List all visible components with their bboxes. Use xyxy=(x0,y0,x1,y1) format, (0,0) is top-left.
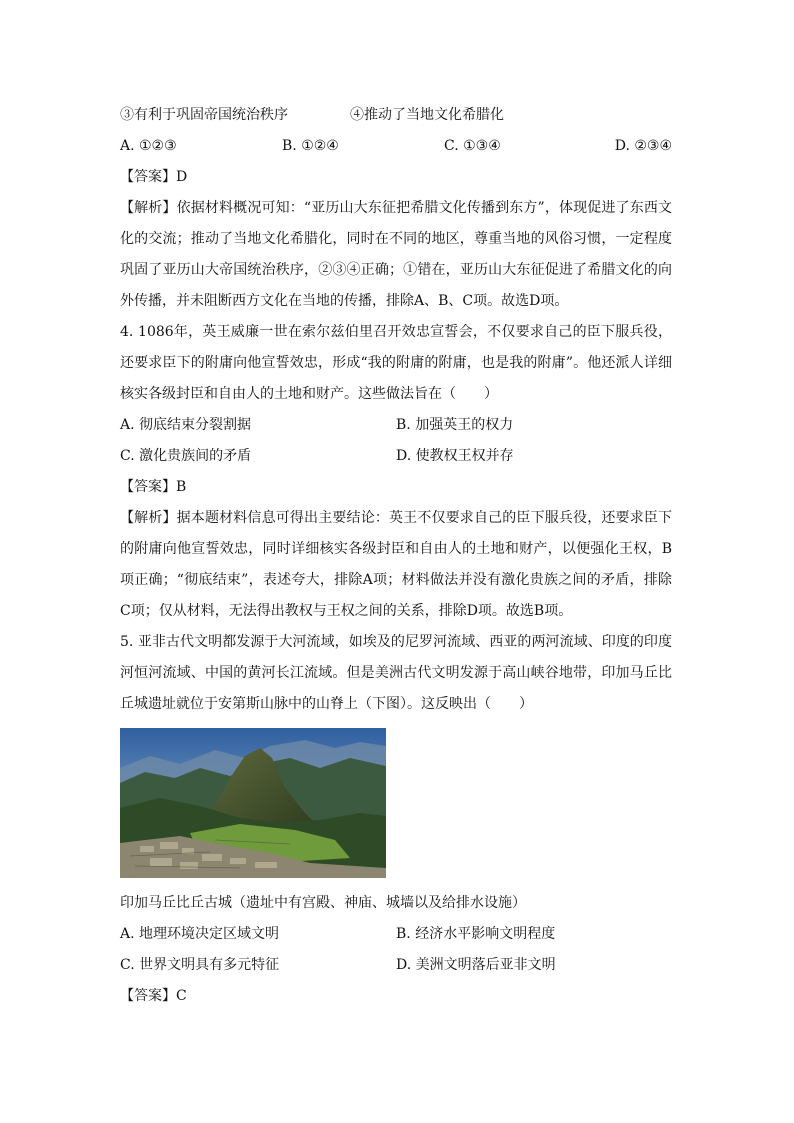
q5-answer xyxy=(120,981,672,1012)
analysis-text: 依据材料概况可知：“亚历山大东征把希腊文化传播到东方”，体现促进了东西文化的交流；推动了当地文化希腊化，同时在不同的地区，尊重当地的风俗习惯，一定程度巩固了亚历山大帝国统治秩序，②③④正确；①错在，亚历山大东征促进了希腊文化的向外传播，并未阻断西方文化在当地的传播，排除A、B、C项。故选D项。 xyxy=(120,200,673,309)
q4-option-b: B. 加强英王的权力 xyxy=(396,417,514,433)
answer-value: C xyxy=(176,988,187,1004)
q3-options xyxy=(120,131,672,162)
analysis-text: 据本题材料信息可得出主要结论：英王不仅要求自己的臣下服兵役，还要求臣下的附庸向他宣誓效忠，同时详细核实各级封臣和自由人的土地和财产，以便强化王权，B项正确；“彻底结束”，表述夸大，排除A项；材料做法并没有激化贵族之间的矛盾，排除C项；仅从材料，无法得出教权与王权之间的关系，排除D项。故选B项。 xyxy=(120,510,673,619)
q3-statements xyxy=(120,100,672,131)
q4-option-d: D. 使教权王权并存 xyxy=(396,448,514,464)
q4-options-row-1 xyxy=(120,410,672,441)
q3-option-c: C. ①③④ xyxy=(444,138,501,154)
q4-option-a: A. 彻底结束分裂割据 xyxy=(120,417,252,433)
q3-option-d: D. ②③④ xyxy=(614,138,672,154)
q3-analysis xyxy=(120,193,672,317)
q4-option-c: C. 激化贵族间的矛盾 xyxy=(120,448,252,464)
analysis-tag: 【解析】 xyxy=(120,200,177,216)
q3-statement-4: ④推动了当地文化希腊化 xyxy=(350,107,504,123)
q3-option-a: A. ①②③ xyxy=(120,138,177,154)
answer-value: D xyxy=(176,169,188,185)
q4-analysis xyxy=(120,503,672,627)
q5-options-row-2 xyxy=(120,950,672,981)
q5-stem: 5. 亚非古代文明都发源于大河流域，如埃及的尼罗河流域、西亚的两河流域、印度的印度河恒河流域、中国的黄河长江流域。但是美洲古代文明发源于高山峡谷地带，印加马丘比丘城遗址就位于安第斯山脉中的山脊上（下图）。这反映出（ ） xyxy=(120,634,672,712)
photo-caption: 印加马丘比丘古城（遗址中有宫殿、神庙、城墙以及给排水设施） xyxy=(120,895,526,911)
answer-value: B xyxy=(176,479,187,495)
q5-option-b: B. 经济水平影响文明程度 xyxy=(396,926,556,942)
q5-option-c: C. 世界文明具有多元特征 xyxy=(120,957,280,973)
q4-answer xyxy=(120,472,672,503)
page-content xyxy=(120,100,672,1012)
q4-stem: 4. 1086年，英王威廉一世在索尔兹伯里召开效忠宣誓会，不仅要求自己的臣下服兵役，还要求臣下的附庸向他宣誓效忠，形成“我的附庸的附庸，也是我的附庸”。他还派人详细核实各级封臣和自由人的土地和财产。这些做法旨在（ ） xyxy=(120,324,672,402)
answer-tag: 【答案】 xyxy=(120,169,176,185)
answer-tag: 【答案】 xyxy=(120,479,176,495)
q5-options-row-1 xyxy=(120,919,672,950)
answer-tag: 【答案】 xyxy=(120,988,176,1004)
analysis-tag: 【解析】 xyxy=(120,510,177,526)
q5-option-a: A. 地理环境决定区域文明 xyxy=(120,926,280,942)
q4-options-row-2 xyxy=(120,441,672,472)
machu-picchu-photo xyxy=(120,728,386,878)
q5-option-d: D. 美洲文明落后亚非文明 xyxy=(396,957,556,973)
q3-option-b: B. ①②④ xyxy=(282,138,339,154)
q3-statement-3: ③有利于巩固帝国统治秩序 xyxy=(120,107,288,123)
q3-answer xyxy=(120,162,672,193)
